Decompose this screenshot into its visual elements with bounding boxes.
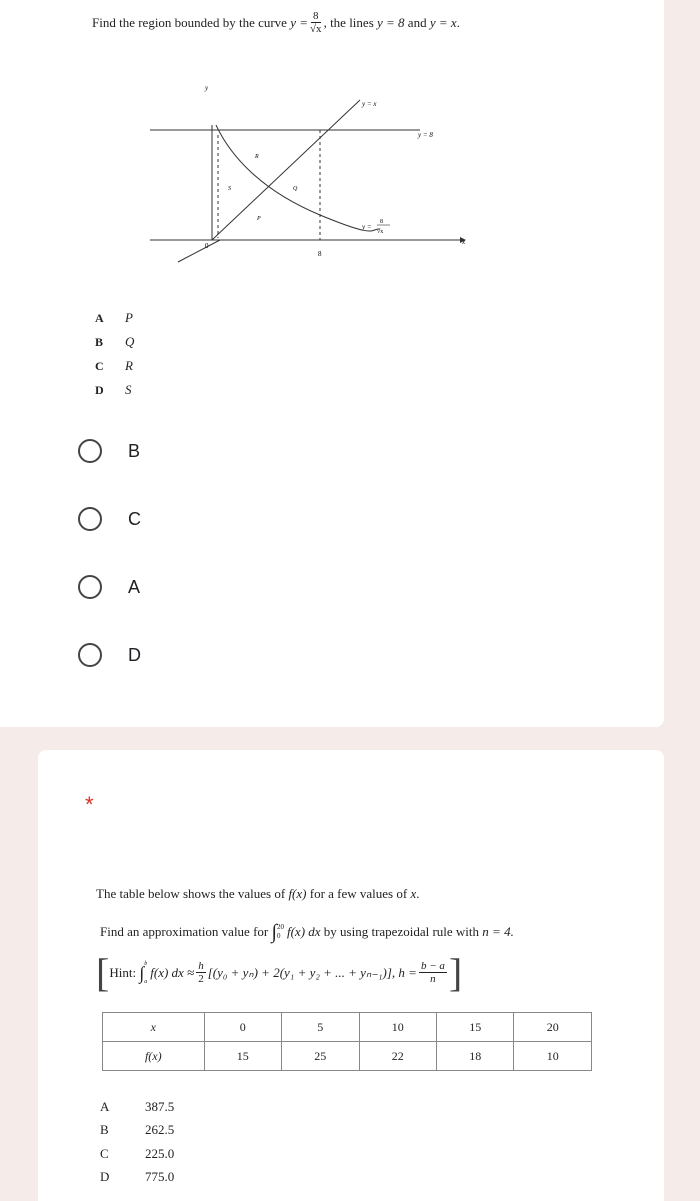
answer-letter: A	[100, 1098, 110, 1114]
answer-key-d	[95, 378, 134, 402]
question-card-2	[38, 750, 664, 1201]
answer-letter: C	[100, 1145, 109, 1161]
choice-label: C	[128, 508, 141, 529]
label-y-eq-x: y = x	[362, 100, 377, 108]
table-cell: 15	[436, 1013, 513, 1042]
radio-button[interactable]	[78, 439, 102, 463]
table-cell: 10	[514, 1042, 592, 1071]
table-header-fx: f(x)	[103, 1042, 205, 1071]
hint-formula	[96, 948, 462, 998]
table-row	[103, 1013, 592, 1042]
integrand: f(x) dx	[286, 924, 321, 939]
hint-step-num: b − a	[420, 960, 445, 972]
answer-key-b	[95, 330, 134, 354]
hint-h-num: h	[198, 960, 204, 972]
table-row	[103, 1042, 592, 1071]
x-tick-8: 8	[318, 250, 322, 258]
curve-fraction	[310, 10, 322, 36]
radio-button[interactable]	[78, 643, 102, 667]
x-axis-label: x	[462, 238, 466, 246]
integral-lower: 0	[276, 932, 281, 940]
intro-fx: f(x)	[288, 886, 307, 901]
answer-c	[100, 1142, 174, 1166]
table-cell: 10	[359, 1013, 436, 1042]
hint-h-den: 2	[198, 973, 204, 985]
answer-value: 262.5	[145, 1122, 175, 1138]
hint-limits	[144, 955, 147, 991]
table-cell: 15	[204, 1042, 281, 1071]
answer-b	[100, 1119, 174, 1143]
table-cell: 20	[514, 1013, 592, 1042]
prompt-end: .	[456, 15, 460, 30]
line-yx: y = x	[429, 15, 457, 30]
table-cell: 0	[204, 1013, 281, 1042]
curve-denominator: √x	[310, 23, 322, 35]
answer-value: 775.0	[145, 1169, 175, 1185]
option-text: P	[125, 310, 133, 325]
hint-label: Hint:	[109, 965, 137, 980]
answer-key-list	[95, 306, 134, 402]
integral-limits	[277, 923, 284, 941]
find-text: Find an approximation value for	[100, 924, 269, 939]
option-text: Q	[125, 334, 135, 349]
required-asterisk: *	[85, 792, 94, 817]
table-cell: 5	[282, 1013, 359, 1042]
option-letter: D	[95, 382, 104, 397]
intro-x: x	[410, 886, 417, 901]
hint-h-frac	[196, 960, 206, 986]
table-cell: 22	[359, 1042, 436, 1071]
answer-a	[100, 1095, 174, 1119]
intro-text: The table below shows the values of	[96, 886, 286, 901]
choice-label: A	[128, 576, 141, 597]
choice-c[interactable]	[78, 507, 141, 531]
n-value: n = 4.	[482, 924, 514, 939]
line-y8: y = 8	[377, 15, 405, 30]
question-prompt	[92, 10, 460, 36]
axis-extension	[178, 240, 220, 262]
prompt-and: and	[407, 15, 427, 30]
region-p-label: P	[257, 216, 261, 222]
intro-text-b: for a few values of	[309, 886, 408, 901]
intro-end: .	[416, 886, 420, 901]
option-letter: C	[95, 358, 104, 373]
radio-button[interactable]	[78, 507, 102, 531]
answer-d	[100, 1166, 174, 1190]
table-cell: 18	[436, 1042, 513, 1071]
values-table	[102, 1012, 592, 1071]
left-bracket: [	[96, 950, 110, 995]
region-q-label: Q	[293, 186, 298, 192]
curve-mark	[216, 125, 380, 231]
hint-h-eq: h =	[398, 965, 417, 980]
choice-b[interactable]	[78, 439, 140, 463]
curve-numerator: 8	[313, 10, 319, 22]
choice-label: B	[128, 440, 141, 461]
option-text: R	[125, 358, 133, 373]
hint-sum: [(y₀ + yₙ) + 2(y₁ + y₂ + ... + yₙ₋₁)],	[207, 965, 396, 980]
choice-a[interactable]	[78, 575, 140, 599]
prompt-text: Find the region bounded by the curve	[92, 15, 287, 30]
choice-label: D	[128, 644, 141, 665]
answer-value: 387.5	[145, 1098, 175, 1114]
y-axis-label: y	[205, 84, 209, 92]
answer-list	[100, 1095, 174, 1189]
hint-integrand: f(x) dx ≈	[150, 965, 195, 980]
label-y-eq-8: y = 8	[418, 131, 433, 139]
answer-value: 225.0	[145, 1145, 175, 1161]
prompt-text-mid: , the lines	[323, 15, 374, 30]
hint-step-frac	[419, 960, 447, 986]
integral-upper: 20	[276, 923, 284, 931]
right-bracket: ]	[448, 950, 463, 995]
answer-key-c	[95, 354, 134, 378]
region-r-label: R	[255, 154, 259, 160]
integral-sign-icon: ∫	[271, 921, 277, 943]
origin-label: 0	[205, 242, 209, 250]
hint-lower: a	[144, 979, 148, 985]
option-letter: B	[95, 334, 104, 349]
option-letter: A	[95, 310, 104, 325]
curve-lhs: y =	[290, 15, 309, 30]
label-curve-den: √x	[377, 229, 384, 235]
label-curve-num: 8	[380, 219, 383, 225]
table-header-x: x	[103, 1013, 205, 1042]
answer-key-a	[95, 306, 134, 330]
find-prompt	[100, 922, 514, 942]
region-graph	[150, 80, 480, 270]
choice-d[interactable]	[78, 643, 141, 667]
hint-integral-icon: ∫	[139, 962, 145, 983]
label-curve: y =	[362, 223, 372, 231]
answer-letter: B	[100, 1122, 109, 1138]
radio-button[interactable]	[78, 575, 102, 599]
table-intro	[96, 886, 419, 902]
hint-step-den: n	[430, 973, 436, 985]
find-text-b: by using trapezoidal rule with	[323, 924, 480, 939]
line-yx-mark	[212, 100, 360, 240]
answer-letter: D	[100, 1169, 110, 1185]
hint-upper: b	[144, 961, 148, 967]
table-cell: 25	[282, 1042, 359, 1071]
region-s-label: S	[228, 186, 231, 192]
option-text: S	[125, 382, 132, 397]
